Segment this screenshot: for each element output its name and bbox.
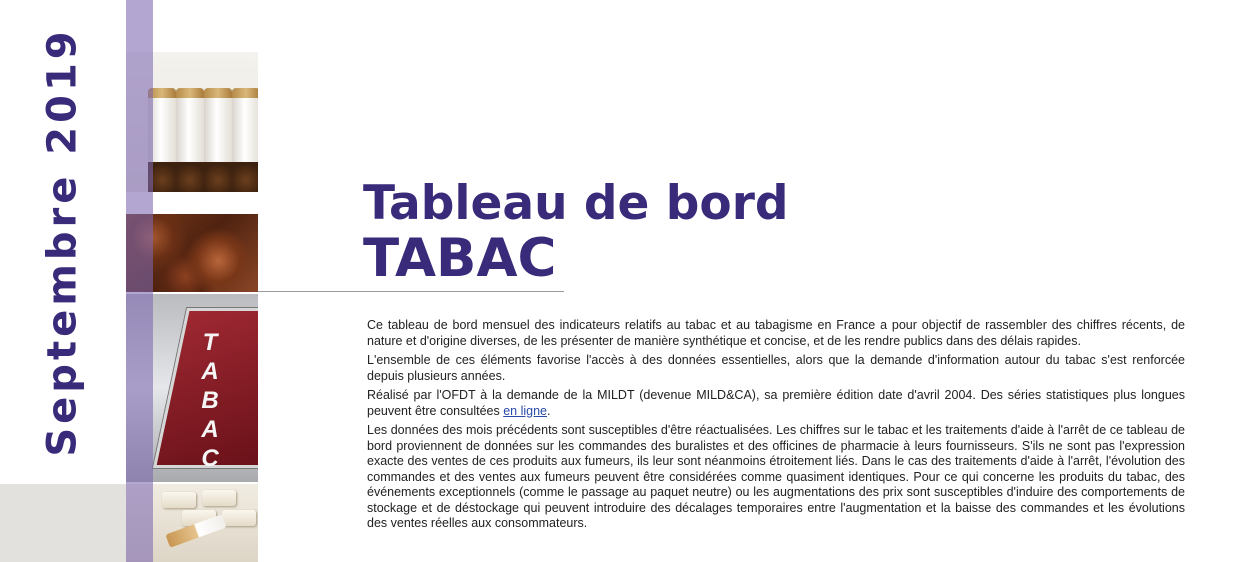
sidebar-grey-band <box>0 484 126 562</box>
gum-chip <box>162 492 196 508</box>
sign-letter: B <box>201 387 219 414</box>
sign-letter: C <box>201 445 219 472</box>
paragraph-3 <box>367 388 1185 419</box>
paragraph-3-text: Réalisé par l'OFDT à la demande de la MILDT (devenue MILD&CA), sa première édition date d'avril 2004. Des séries statistiques plus longues peuvent être consultées <box>367 388 1185 418</box>
paragraph-2: L'ensemble de ces éléments favorise l'accès à des données essentielles, alors que la demande d'information autour du tabac s'est renforcée depuis plusieurs années. <box>367 353 1185 383</box>
gum-chip <box>202 490 236 506</box>
intro-text <box>367 318 1185 536</box>
date-label-container <box>0 0 126 484</box>
sign-letter: A <box>201 358 219 385</box>
title-line-1: Tableau de bord <box>363 176 789 231</box>
cigarette <box>204 88 232 192</box>
page-title <box>363 176 823 289</box>
sign-letter: T <box>202 329 218 356</box>
online-link[interactable]: en ligne <box>503 403 547 418</box>
paragraph-4: Les données des mois précédents sont susceptibles d'être réactualisées. Les chiffres sur le tabac et les traitements d'aide à l'arrêt de ce tableau de bord proviennent de données sur les commandes des buralistes et des officines de pharmacie à leurs fournisseurs. S'ils ne sont pas l'expression exacte des ventes de ces produits aux fumeurs, ils leur sont néanmoins étroitement liés. Dans le cas des traitements d'aide à l'arrêt, l'évolution des commandes et des ventes aux fumeurs peuvent être considérées comme quasiment identiques. Pour ce qui concerne les produits du tabac, des événements exceptionnels (comme le passage au paquet neutre) ou les augmentations des prix sont susceptibles d'induire des comportements de stockage et de déstockage qui peuvent introduire des décalages temporaires entre l'augmentation et la baisse des commandes et les évolutions des ventes réelles aux consommateurs. <box>367 423 1185 530</box>
date-label: Septembre 2019 <box>40 27 86 457</box>
paragraph-3-end: . <box>547 403 551 418</box>
sign-letter: A <box>201 416 219 443</box>
title-line-2: TABAC <box>363 228 557 289</box>
title-divider <box>258 291 564 292</box>
cigarette <box>176 88 204 192</box>
paragraph-1: Ce tableau de bord mensuel des indicateurs relatifs au tabac et au tabagisme en France a pour objectif de rassembler des chiffres récents, de nature et d'origine diverses, de les présenter de manière synthétique et concise, et de les rendre publics dans des délais rapides. <box>367 318 1185 348</box>
gum-chip <box>222 510 256 526</box>
accent-bar <box>126 0 153 562</box>
tabac-sign-text <box>190 328 230 473</box>
cigarette <box>232 88 258 192</box>
